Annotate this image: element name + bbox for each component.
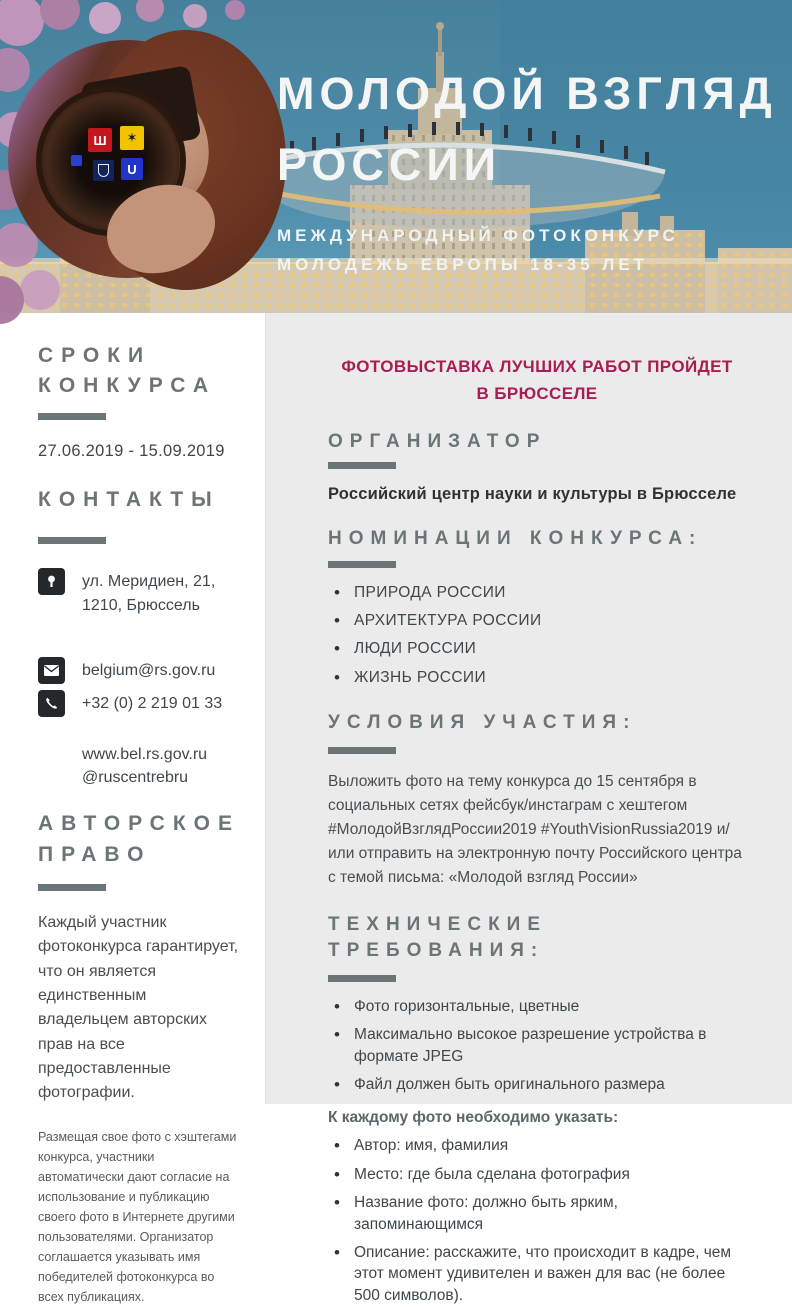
camera-lens-logo-dot (71, 155, 82, 166)
nominations-list (328, 582, 746, 689)
camera-lens-logo-yellow-square: ✶ (120, 126, 144, 150)
address-text: ул. Меридиен, 21, 1210, Брюссель (82, 573, 216, 614)
technical-item: • Максимально высокое разрешение устройства в формате JPEG (328, 1024, 746, 1067)
conditions-text: Выложить фото на тему конкурса до 15 сентября в социальных сетях фейсбук/инстаграм с хештегом #МолодойВзглядРоссии2019 #YouthVisionRussia2019 и/или отправить на электронную почту Российского центра с темой письма: «Молодой взгляд России» (328, 772, 742, 886)
photo-info-heading: К каждому фото необходимо указать: (328, 1109, 619, 1127)
poster-subtitle-line2: МОЛОДЕЖЬ ЕВРОПЫ 18-35 ЛЕТ (277, 255, 649, 275)
website-text: www.bel.rs.gov.ru (82, 745, 208, 763)
contacts-heading: КОНТАКТЫ (38, 487, 220, 511)
poster-title-line1: МОЛОДОЙ ВЗГЛЯД (277, 68, 777, 119)
divider-bar (38, 537, 106, 544)
photo-info-item: • Название фото: должно быть ярким, запоминающимся (328, 1192, 746, 1235)
address-row (38, 568, 239, 616)
poster-subtitle-line1: МЕЖДУНАРОДНЫЙ ФОТОКОНКУРС (277, 226, 679, 246)
main-panel (265, 313, 792, 1304)
email-row (38, 657, 239, 684)
conditions-heading: УСЛОВИЯ УЧАСТИЯ: (328, 712, 637, 734)
copyright-text: Каждый участник фотоконкурса гарантирует, что он является единственным владельцем авторских прав на все предоставленные фотографии. (38, 913, 239, 1102)
phone-text: +32 (0) 2 219 01 33 (82, 694, 223, 712)
web-links (82, 743, 239, 789)
organizer-name: Российский центр науки и культуры в Брюсселе (328, 484, 737, 503)
dates-heading: СРОКИ КОНКУРСА (38, 344, 217, 398)
exhibition-banner (328, 353, 746, 407)
technical-list (328, 996, 746, 1096)
social-handle-text: @ruscentrebru (82, 768, 189, 786)
divider-bar (38, 884, 106, 891)
nomination-item: • ЛЮДИ РОССИИ (328, 638, 746, 659)
divider-bar (328, 747, 396, 754)
copyright-heading: АВТОРСКОЕ ПРАВО (38, 812, 240, 866)
camera-lens-logo-blue-square: U (121, 158, 143, 180)
photo-info-list (328, 1135, 746, 1306)
camera-lens-logo-red-square: Ш (88, 128, 112, 152)
divider-bar (328, 975, 396, 982)
divider-bar (328, 561, 396, 568)
organizer-heading: ОРГАНИЗАТОР (328, 431, 547, 453)
photographer-portrait (8, 40, 246, 278)
phone-icon (38, 690, 65, 717)
nomination-item: • ПРИРОДА РОССИИ (328, 582, 746, 603)
divider-bar (328, 462, 396, 469)
nominations-heading: НОМИНАЦИИ КОНКУРСА: (328, 527, 703, 549)
nomination-item: • ЖИЗНЬ РОССИИ (328, 667, 746, 688)
hero-banner (0, 0, 792, 313)
photo-info-item: • Описание: расскажите, что происходит в кадре, чем этот момент удивителен и важен для вас (не более 500 символов). (328, 1242, 746, 1306)
technical-heading: ТЕХНИЧЕСКИЕ ТРЕБОВАНИЯ: (328, 913, 547, 962)
poster-title (277, 58, 777, 200)
divider-bar (38, 413, 106, 420)
location-pin-icon (38, 568, 65, 595)
photo-info-item: • Место: где была сделана фотография (328, 1164, 746, 1185)
sidebar (0, 313, 265, 1305)
exhibition-banner-line2: В БРЮССЕЛЕ (476, 384, 598, 404)
poster-subtitle (277, 222, 777, 280)
envelope-icon (38, 657, 65, 684)
contest-dates: 27.06.2019 - 15.09.2019 (38, 441, 225, 460)
technical-item: • Фото горизонтальные, цветные (328, 996, 746, 1017)
camera-lens-logo-shield (93, 160, 114, 181)
phone-row (38, 690, 239, 717)
technical-item: • Файл должен быть оригинального размера (328, 1074, 746, 1095)
exhibition-banner-line1: ФОТОВЫСТАВКА ЛУЧШИХ РАБОТ ПРОЙДЕТ (341, 357, 733, 376)
poster-title-line2: РОССИИ (277, 139, 502, 191)
nomination-item: • АРХИТЕКТУРА РОССИИ (328, 610, 746, 631)
email-text: belgium@rs.gov.ru (82, 661, 216, 679)
photo-info-item: • Автор: имя, фамилия (328, 1135, 746, 1156)
copyright-note: Размещая свое фото с хэштегами конкурса, участники автоматически дают согласие на использование и публикацию своего фото в Интернете другими пользователями. Организатор соглашается указывать имя победителей фотоконкурса во всех публикациях. (38, 1130, 237, 1305)
